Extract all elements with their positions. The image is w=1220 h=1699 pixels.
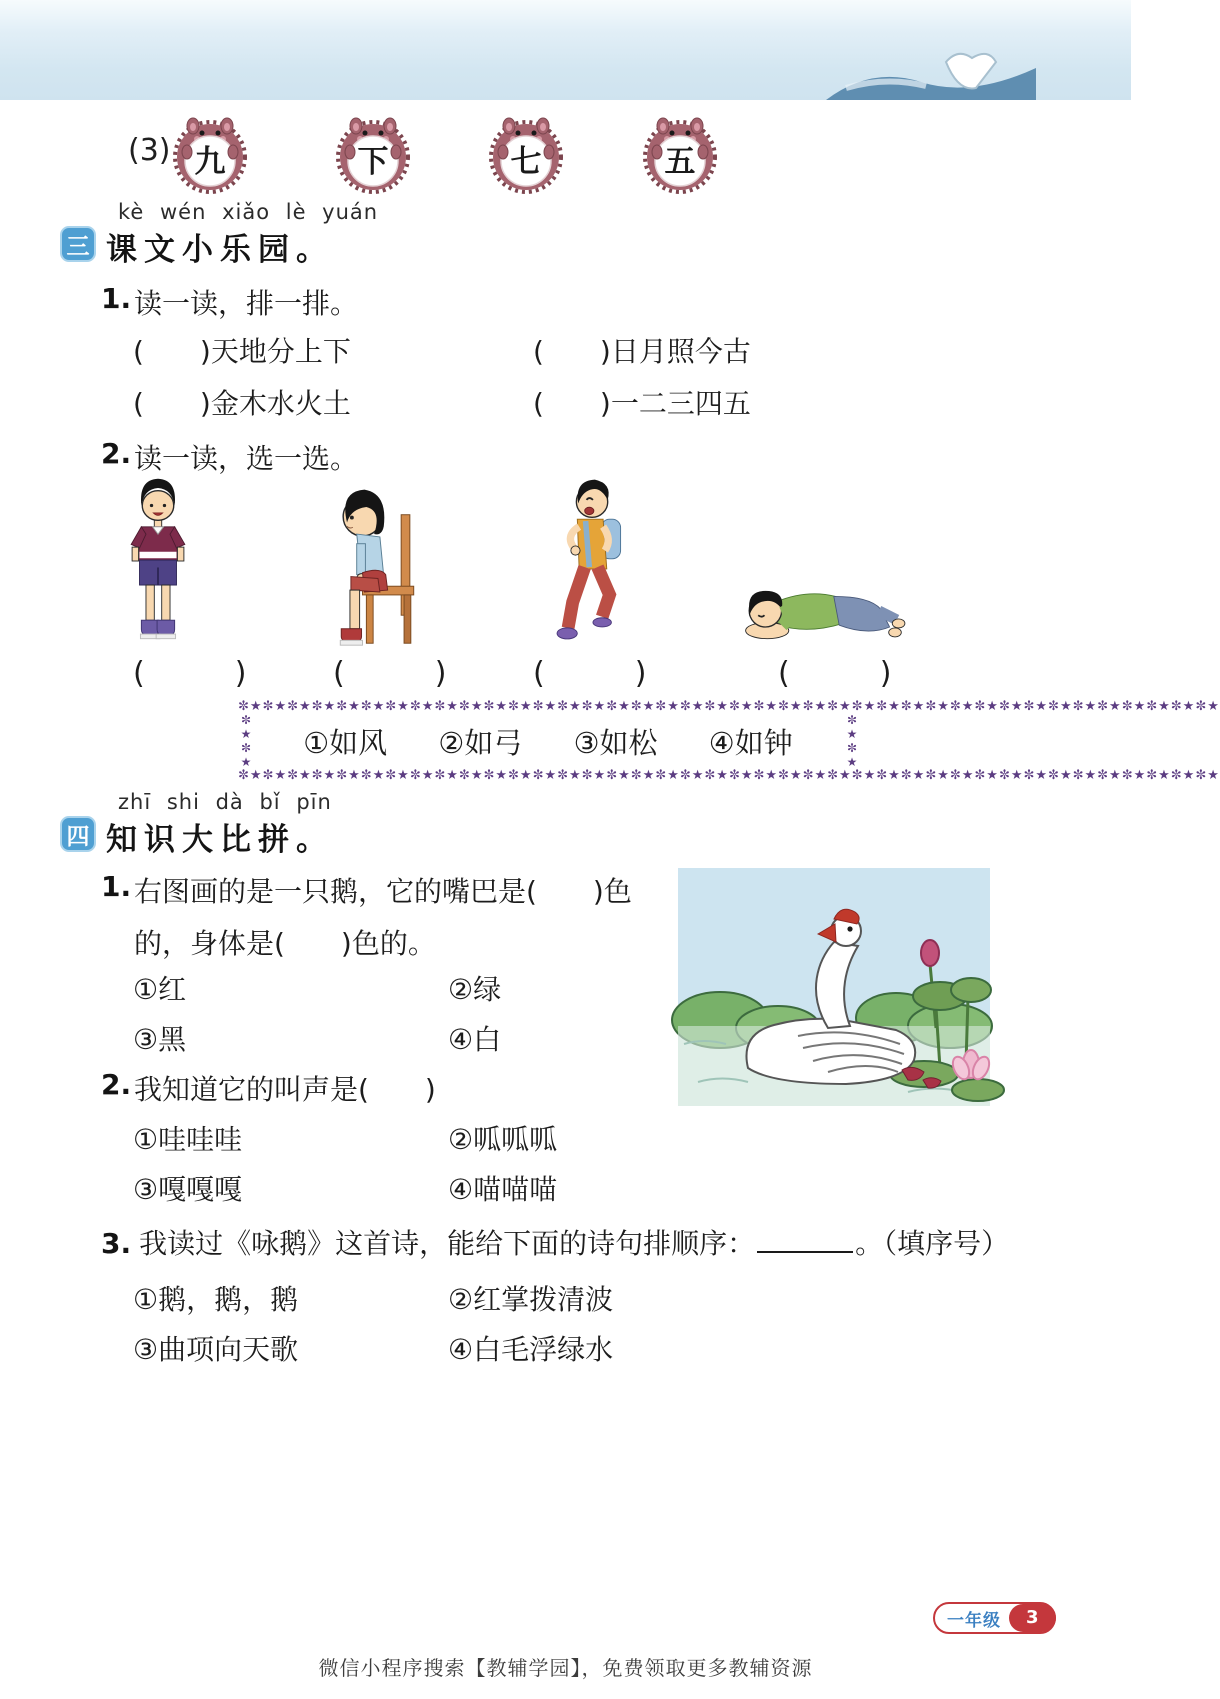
- choice-option: ①哇哇哇: [133, 1123, 243, 1156]
- fill-blank-item: ( )天地分上下: [133, 335, 351, 368]
- choice-option: ②如弓: [438, 725, 523, 760]
- footer-promo: 微信小程序搜索【教辅学园】，免费领取更多教辅资源: [318, 1656, 813, 1680]
- hedgehog-badge-4: [640, 112, 720, 194]
- item-3-label: (3): [128, 133, 171, 168]
- ornament-border-bottom: ✼★✼★✼★✼★✼★✼★✼★✼★✼★✼★✼★✼★✼★✼★✼★✼★✼★✼★✼★✼★✼★✼★✼★✼★✼★✼★✼★✼★✼★✼★✼★✼★✼★✼★✼★✼★✼★✼★✼★✼★: [238, 768, 1220, 783]
- standing-boy-illustration: [112, 475, 204, 647]
- ornament-border-left: ✼★✼★: [239, 713, 253, 769]
- underline-blank: [757, 1235, 853, 1253]
- question-number: 3.: [101, 1227, 132, 1260]
- question-prompt: 读一读，选一选。: [134, 442, 359, 475]
- badge-character: 五: [664, 144, 696, 180]
- choice-option: ②绿: [448, 973, 502, 1006]
- section-three-icon: 三: [60, 226, 96, 262]
- question-prompt: 读一读，排一排。: [134, 287, 359, 320]
- fill-blank-item: ( )一二三四五: [533, 387, 751, 420]
- answer-blank: ( ): [778, 656, 892, 691]
- badge-character: 七: [510, 144, 542, 180]
- question-number: 1.: [101, 870, 132, 903]
- choice-option: ①鹅，鹅，鹅: [133, 1283, 299, 1316]
- question-prompt: 右图画的是一只鹅，它的嘴巴是( )色: [134, 875, 632, 908]
- section-three-pinyin: kè wén xiǎo lè yuán: [118, 200, 379, 224]
- section-four-pinyin: zhī shi dà bǐ pīn: [118, 790, 332, 814]
- poem-order-question: [101, 1222, 1009, 1262]
- badge-character: 下: [357, 144, 389, 180]
- answer-choices-box: [238, 699, 1220, 783]
- choice-option: ①红: [133, 973, 187, 1006]
- band-illustration: [826, 28, 1036, 100]
- question-number: 2.: [101, 437, 132, 470]
- answer-blank: ( ): [333, 656, 447, 691]
- choice-option: ②红掌拨清波: [448, 1283, 614, 1316]
- ornament-border-right: ✼★✼★: [845, 713, 859, 769]
- fill-blank-item: ( )金木水火土: [133, 387, 351, 420]
- sitting-boy-illustration: [322, 478, 432, 650]
- choice-option: ③黑: [133, 1023, 187, 1056]
- choice-option: ③嘎嘎嘎: [133, 1173, 243, 1206]
- fill-blank-item: ( )日月照今古: [533, 335, 751, 368]
- section-four-icon: 四: [60, 816, 96, 852]
- choice-option: ④喵喵喵: [448, 1173, 558, 1206]
- grade-label: 一年级: [947, 1610, 1001, 1631]
- choice-option: ④如钟: [708, 725, 793, 760]
- hedgehog-badge-1: [170, 112, 250, 194]
- ornament-border-top: ✼★✼★✼★✼★✼★✼★✼★✼★✼★✼★✼★✼★✼★✼★✼★✼★✼★✼★✼★✼★✼★✼★✼★✼★✼★✼★✼★✼★✼★✼★✼★✼★✼★✼★✼★✼★✼★✼★✼★✼★: [238, 699, 1220, 714]
- answer-blank: ( ): [133, 656, 247, 691]
- section-three-title: 课文小乐园。: [106, 232, 334, 268]
- hedgehog-badge-3: [486, 112, 566, 194]
- question-prompt: 我知道它的叫声是( ): [134, 1073, 436, 1106]
- question-prompt-suffix: 。（填序号）: [855, 1227, 1010, 1260]
- choice-option: ①如风: [303, 725, 388, 760]
- choice-option: ②呱呱呱: [448, 1123, 558, 1156]
- answer-blank: ( ): [533, 656, 647, 691]
- lying-boy-illustration: [726, 555, 911, 645]
- question-prompt: 的，身体是( )色的。: [134, 927, 436, 960]
- question-number: 1.: [101, 282, 132, 315]
- choice-option: ④白毛浮绿水: [448, 1333, 614, 1366]
- section-four-title: 知识大比拼。: [106, 822, 334, 858]
- choice-option: ④白: [448, 1023, 502, 1056]
- goose-illustration: [678, 868, 990, 1106]
- choice-option: ③如松: [573, 725, 658, 760]
- page-number: 3: [1009, 1604, 1056, 1632]
- hedgehog-badge-2: [333, 112, 413, 194]
- header-band: [0, 0, 1131, 100]
- question-number: 2.: [101, 1068, 132, 1101]
- page-badge: [933, 1602, 1056, 1634]
- question-prompt: 我读过《咏鹅》这首诗，能给下面的诗句排顺序：: [139, 1227, 756, 1260]
- choice-option: ③曲项向天歌: [133, 1333, 299, 1366]
- badge-character: 九: [194, 144, 226, 180]
- walking-boy-illustration: [540, 475, 645, 650]
